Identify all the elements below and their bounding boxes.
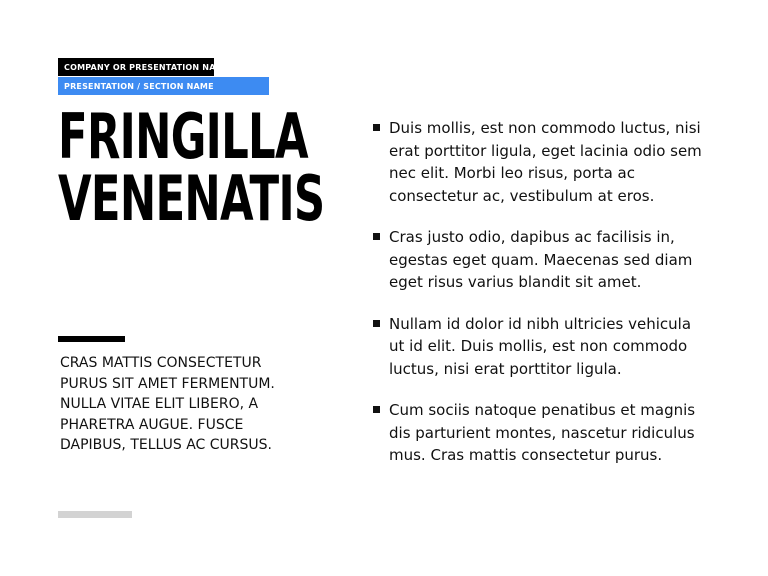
bullet-text: Cum sociis natoque penatibus et magnis dis parturient montes, nascetur ridiculus mus. Cras mattis consectetur purus.	[389, 401, 696, 464]
footer-grey-bar	[58, 511, 132, 518]
bullet-item	[373, 399, 703, 467]
company-name-tag	[58, 58, 230, 76]
accent-divider	[58, 336, 125, 342]
square-bullet-icon	[373, 233, 380, 240]
slide-subtitle: CRAS MATTIS CONSECTETUR PURUS SIT AMET FERMENTUM. NULLA VITAE ELIT LIBERO, A PHARETRA AUGUE. FUSCE DAPIBUS, TELLUS AC CURSUS.	[60, 355, 275, 453]
slide-title-line-1: FRINGILLA	[58, 100, 308, 173]
bullet-item	[373, 226, 703, 294]
bullet-text: Duis mollis, est non commodo luctus, nisi erat porttitor ligula, eget lacinia odio sem nec elit. Morbi leo risus, porta ac consectetur ac, vestibulum at eros.	[389, 119, 702, 205]
slide-title	[58, 100, 325, 235]
slide-title-line-2: VENENATIS	[58, 162, 325, 235]
bullet-text: Cras justo odio, dapibus ac facilisis in, egestas eget quam. Maecenas sed diam eget risus varius blandit sit amet.	[389, 228, 693, 291]
bullet-item	[373, 117, 703, 207]
company-name-label: COMPANY OR PRESENTATION NAME	[64, 62, 230, 72]
square-bullet-icon	[373, 320, 380, 327]
section-name-label: PRESENTATION / SECTION NAME	[64, 81, 214, 91]
bullet-list	[373, 117, 703, 486]
square-bullet-icon	[373, 124, 380, 131]
bullet-item	[373, 313, 703, 381]
section-name-tag	[58, 77, 269, 95]
bullet-text: Nullam id dolor id nibh ultricies vehicula ut id elit. Duis mollis, est non commodo luctus, nisi erat porttitor ligula.	[389, 314, 692, 378]
square-bullet-icon	[373, 406, 380, 413]
